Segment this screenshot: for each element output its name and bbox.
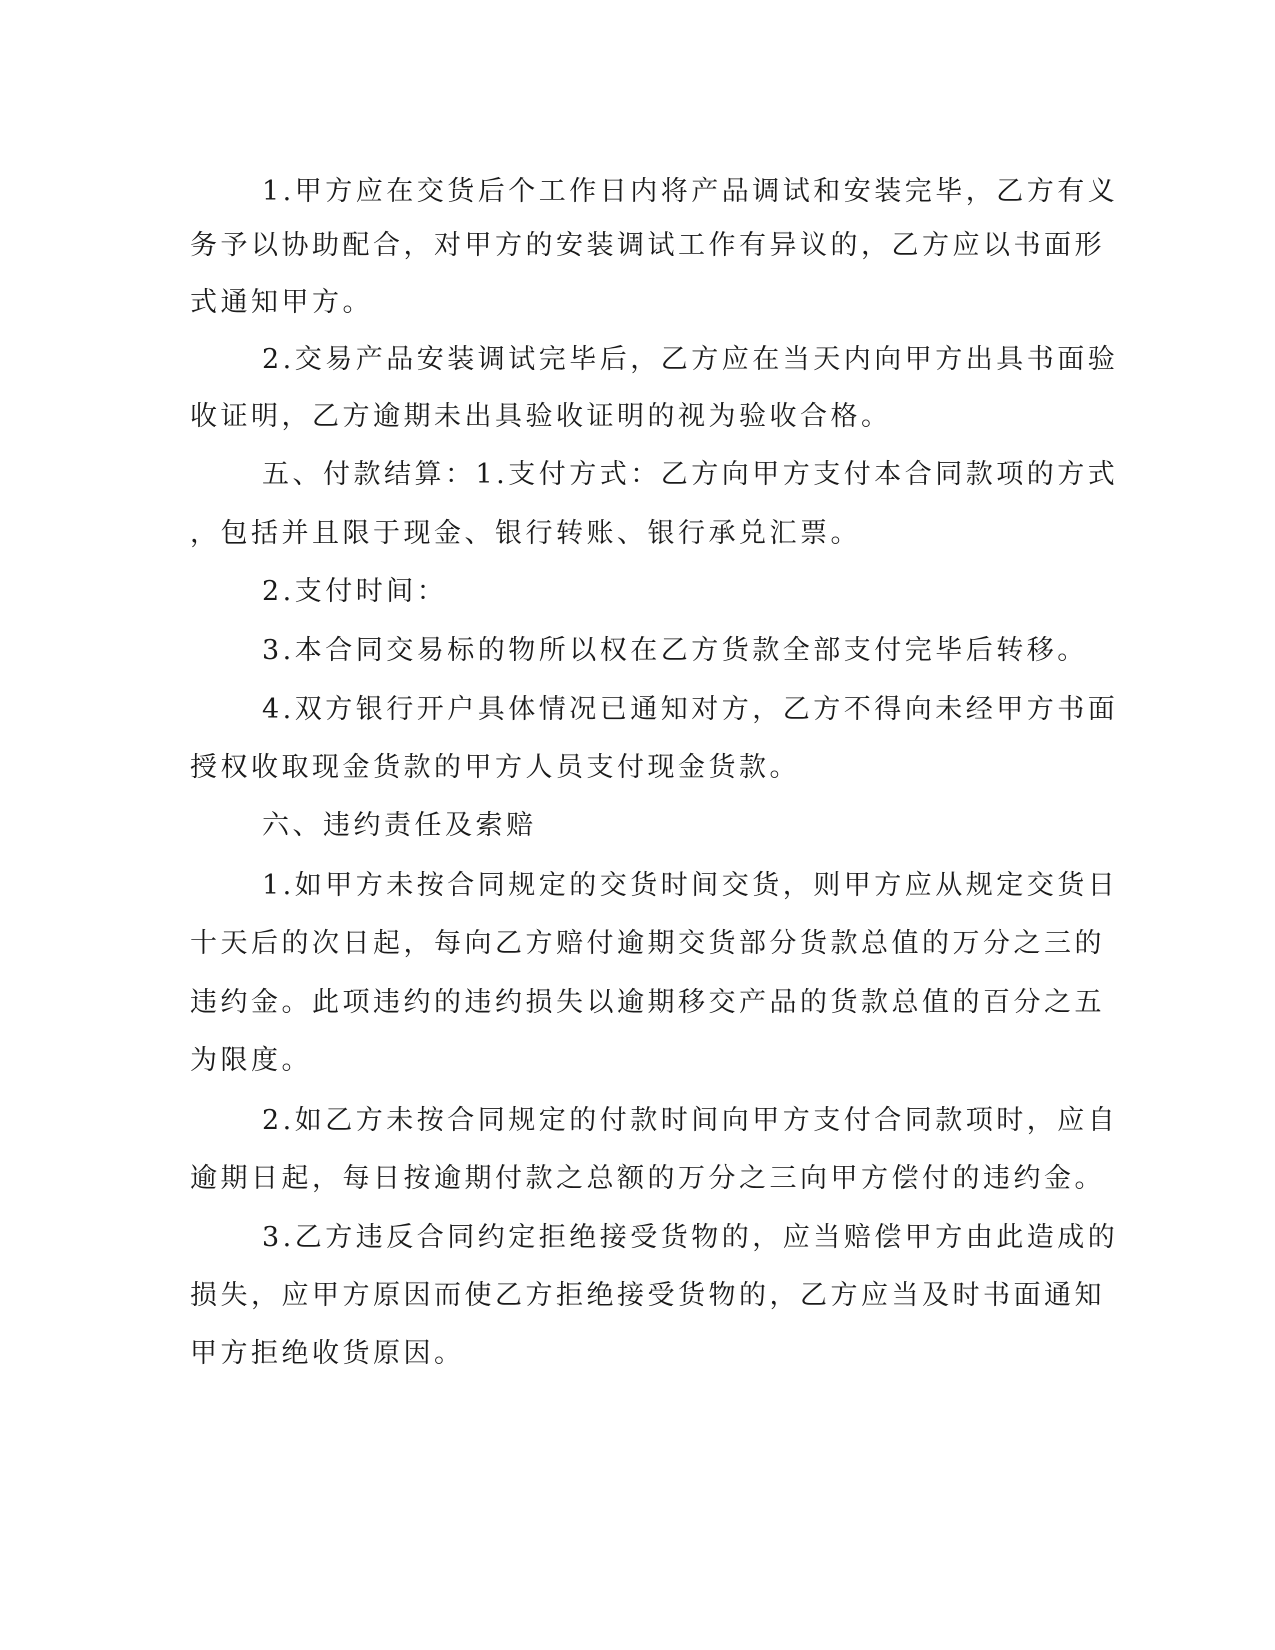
paragraph-line: 3.本合同交易标的物所以权在乙方货款全部支付完毕后转移。 bbox=[262, 635, 1088, 666]
section-heading-line: 五、付款结算：1.支付方式：乙方向甲方支付本合同款项的方式 bbox=[262, 459, 1119, 490]
paragraph-line: 1.如甲方未按合同规定的交货时间交货，则甲方应从规定交货日 bbox=[262, 870, 1119, 901]
paragraph-line: 甲方拒绝收货原因。 bbox=[190, 1338, 465, 1369]
paragraph-line: ，包括并且限于现金、银行转账、银行承兑汇票。 bbox=[190, 518, 861, 549]
paragraph-line: 逾期日起，每日按逾期付款之总额的万分之三向甲方偿付的违约金。 bbox=[190, 1163, 1105, 1194]
paragraph-line: 授权收取现金货款的甲方人员支付现金货款。 bbox=[190, 752, 800, 783]
paragraph-line: 收证明，乙方逾期未出具验收证明的视为验收合格。 bbox=[190, 401, 892, 432]
section-heading: 六、违约责任及索赔 bbox=[262, 810, 537, 841]
paragraph-line: 2.如乙方未按合同规定的付款时间向甲方支付合同款项时，应自 bbox=[262, 1105, 1119, 1136]
paragraph-line: 违约金。此项违约的违约损失以逾期移交产品的货款总值的百分之五 bbox=[190, 987, 1105, 1018]
paragraph-line: 2.支付时间： bbox=[262, 576, 448, 607]
paragraph-line: 2.交易产品安装调试完毕后，乙方应在当天内向甲方出具书面验 bbox=[262, 344, 1119, 375]
paragraph-line: 十天后的次日起，每向乙方赔付逾期交货部分货款总值的万分之三的 bbox=[190, 928, 1105, 959]
paragraph-line: 式通知甲方。 bbox=[190, 287, 373, 318]
paragraph-line: 务予以协助配合，对甲方的安装调试工作有异议的，乙方应以书面形 bbox=[190, 230, 1105, 261]
paragraph-line: 损失，应甲方原因而使乙方拒绝接受货物的，乙方应当及时书面通知 bbox=[190, 1280, 1105, 1311]
paragraph-line: 为限度。 bbox=[190, 1045, 312, 1076]
paragraph-line: 3.乙方违反合同约定拒绝接受货物的，应当赔偿甲方由此造成的 bbox=[262, 1222, 1119, 1253]
paragraph-line: 4.双方银行开户具体情况已通知对方，乙方不得向未经甲方书面 bbox=[262, 694, 1119, 725]
paragraph-line: 1.甲方应在交货后个工作日内将产品调试和安装完毕，乙方有义 bbox=[262, 176, 1119, 207]
